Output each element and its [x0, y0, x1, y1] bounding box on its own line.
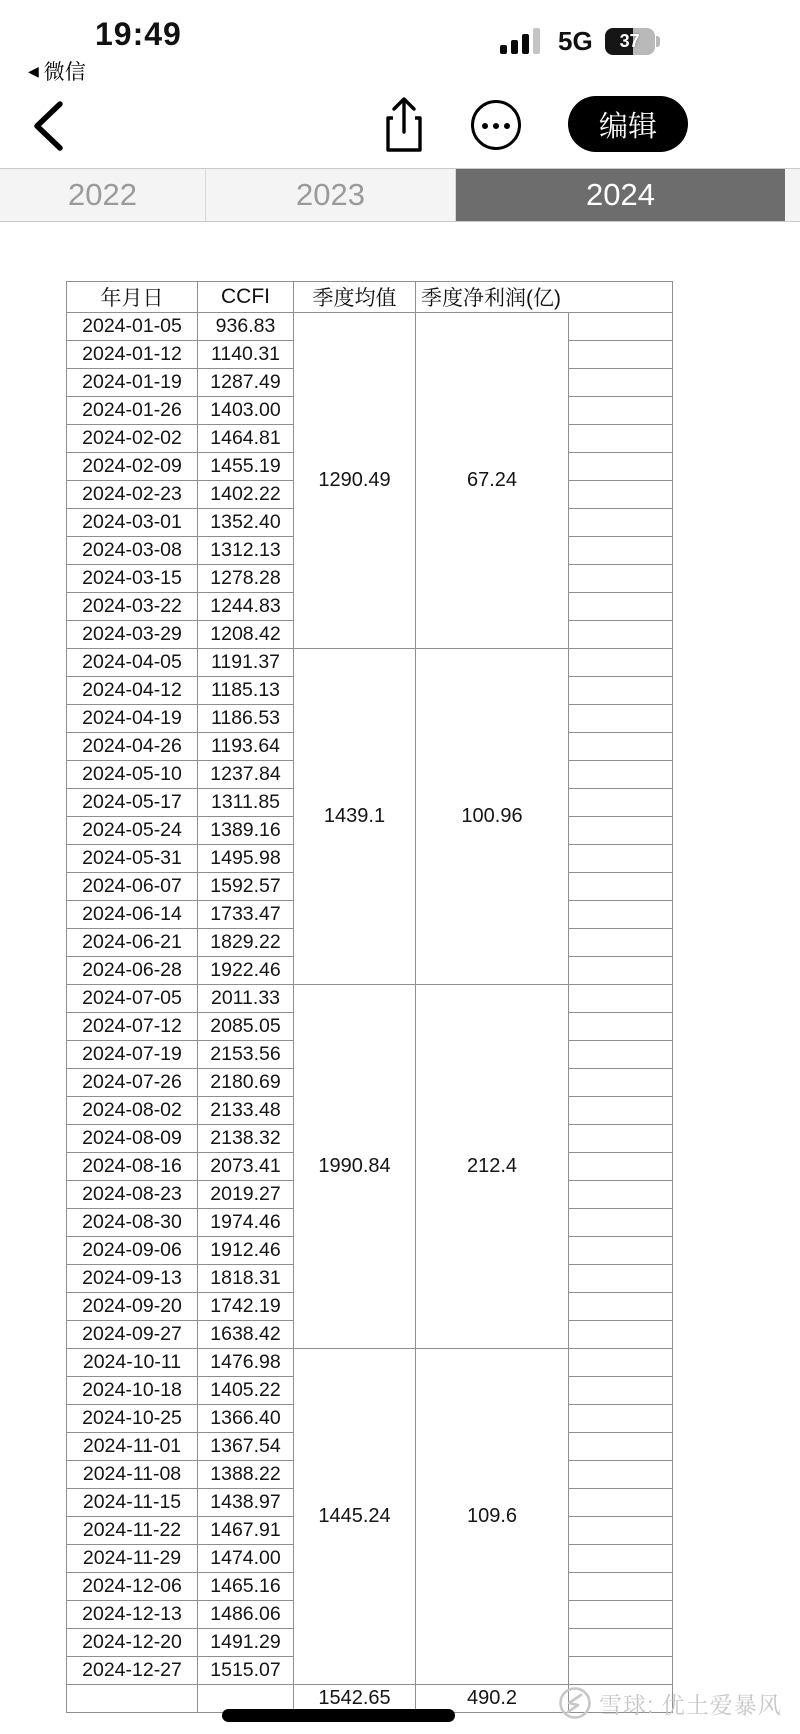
empty-cell[interactable] — [569, 1125, 673, 1153]
empty-cell[interactable] — [569, 509, 673, 537]
empty-cell[interactable] — [569, 1545, 673, 1573]
ccfi-cell[interactable]: 1389.16 — [198, 817, 294, 845]
date-cell[interactable]: 2024-09-20 — [67, 1293, 198, 1321]
table-row — [67, 1349, 673, 1377]
ccfi-cell[interactable]: 1467.91 — [198, 1517, 294, 1545]
empty-cell[interactable] — [569, 1433, 673, 1461]
empty-cell[interactable] — [569, 1293, 673, 1321]
back-to-app-link[interactable] — [28, 56, 86, 86]
empty-cell[interactable] — [569, 369, 673, 397]
empty-cell[interactable] — [569, 1517, 673, 1545]
ccfi-cell[interactable]: 1486.06 — [198, 1601, 294, 1629]
date-cell[interactable]: 2024-02-23 — [67, 481, 198, 509]
date-cell[interactable]: 2024-10-25 — [67, 1405, 198, 1433]
empty-cell[interactable] — [569, 1377, 673, 1405]
date-cell[interactable]: 2024-08-09 — [67, 1125, 198, 1153]
date-cell[interactable]: 2024-11-22 — [67, 1517, 198, 1545]
date-cell[interactable]: 2024-04-12 — [67, 677, 198, 705]
home-indicator[interactable] — [222, 1709, 455, 1722]
empty-cell[interactable] — [569, 761, 673, 789]
ccfi-cell[interactable]: 2153.56 — [198, 1041, 294, 1069]
ccfi-cell[interactable]: 2180.69 — [198, 1069, 294, 1097]
empty-cell[interactable] — [569, 1405, 673, 1433]
date-cell[interactable]: 2024-09-27 — [67, 1321, 198, 1349]
quarter-avg-cell[interactable]: 1990.84 — [294, 985, 416, 1349]
quarter-avg-cell[interactable]: 1439.1 — [294, 649, 416, 985]
empty-cell[interactable] — [569, 957, 673, 985]
edit-button[interactable]: 编辑 — [568, 96, 688, 152]
date-cell[interactable]: 2024-08-16 — [67, 1153, 198, 1181]
ccfi-cell[interactable]: 1829.22 — [198, 929, 294, 957]
ccfi-cell[interactable]: 1367.54 — [198, 1433, 294, 1461]
total-avg-cell[interactable]: 1542.65 — [294, 1685, 416, 1713]
empty-cell[interactable] — [569, 1629, 673, 1657]
empty-cell[interactable] — [569, 397, 673, 425]
tab-2023[interactable]: 2023 — [206, 169, 456, 221]
table-body — [67, 313, 673, 1713]
empty-cell[interactable] — [569, 1321, 673, 1349]
empty-cell[interactable] — [569, 1097, 673, 1125]
date-cell[interactable]: 2024-12-13 — [67, 1601, 198, 1629]
header-date[interactable]: 年月日 — [67, 282, 198, 313]
empty-cell[interactable] — [569, 705, 673, 733]
empty-cell[interactable] — [569, 985, 673, 1013]
ccfi-cell[interactable]: 1244.83 — [198, 593, 294, 621]
date-cell[interactable]: 2024-06-07 — [67, 873, 198, 901]
empty-cell[interactable] — [569, 901, 673, 929]
date-cell[interactable]: 2024-10-11 — [67, 1349, 198, 1377]
date-cell[interactable] — [67, 1685, 198, 1713]
date-cell[interactable]: 2024-01-05 — [67, 313, 198, 341]
empty-cell[interactable] — [569, 565, 673, 593]
empty-cell[interactable] — [569, 1041, 673, 1069]
date-cell[interactable]: 2024-11-08 — [67, 1461, 198, 1489]
date-cell[interactable]: 2024-10-18 — [67, 1377, 198, 1405]
ccfi-cell[interactable]: 1464.81 — [198, 425, 294, 453]
date-cell[interactable]: 2024-06-14 — [67, 901, 198, 929]
ccfi-cell[interactable]: 1818.31 — [198, 1265, 294, 1293]
empty-cell[interactable] — [569, 1573, 673, 1601]
ccfi-cell[interactable]: 1186.53 — [198, 705, 294, 733]
ccfi-cell[interactable]: 1140.31 — [198, 341, 294, 369]
watermark — [558, 1686, 782, 1720]
empty-cell[interactable] — [569, 649, 673, 677]
empty-cell[interactable] — [569, 313, 673, 341]
tab-bar-sliver — [785, 169, 800, 221]
date-cell[interactable]: 2024-03-29 — [67, 621, 198, 649]
ccfi-cell[interactable]: 1405.22 — [198, 1377, 294, 1405]
back-to-app-triangle-icon: ◀ — [28, 62, 39, 79]
ccfi-cell[interactable]: 1402.22 — [198, 481, 294, 509]
ccfi-cell[interactable]: 936.83 — [198, 313, 294, 341]
empty-cell[interactable] — [569, 425, 673, 453]
empty-cell[interactable] — [569, 341, 673, 369]
ccfi-cell[interactable]: 1191.37 — [198, 649, 294, 677]
empty-cell[interactable] — [569, 1657, 673, 1685]
date-cell[interactable]: 2024-09-13 — [67, 1265, 198, 1293]
table-row — [67, 985, 673, 1013]
date-cell[interactable]: 2024-08-23 — [67, 1181, 198, 1209]
date-cell[interactable]: 2024-08-30 — [67, 1209, 198, 1237]
status-right-cluster — [500, 26, 655, 57]
ccfi-cell[interactable]: 1403.00 — [198, 397, 294, 425]
quarter-avg-cell[interactable]: 1445.24 — [294, 1349, 416, 1685]
ccfi-cell[interactable]: 1515.07 — [198, 1657, 294, 1685]
date-cell[interactable]: 2024-01-19 — [67, 369, 198, 397]
ccfi-cell[interactable]: 1495.98 — [198, 845, 294, 873]
date-cell[interactable]: 2024-07-12 — [67, 1013, 198, 1041]
ccfi-cell[interactable]: 1912.46 — [198, 1237, 294, 1265]
tab-2022[interactable]: 2022 — [0, 169, 206, 221]
ccfi-cell[interactable]: 1491.29 — [198, 1629, 294, 1657]
ccfi-cell[interactable]: 1592.57 — [198, 873, 294, 901]
ccfi-cell[interactable]: 1278.28 — [198, 565, 294, 593]
empty-cell[interactable] — [569, 481, 673, 509]
date-cell[interactable]: 2024-11-29 — [67, 1545, 198, 1573]
date-cell[interactable]: 2024-11-15 — [67, 1489, 198, 1517]
empty-cell[interactable] — [569, 873, 673, 901]
battery-icon — [605, 28, 655, 55]
date-cell[interactable]: 2024-04-05 — [67, 649, 198, 677]
ccfi-cell[interactable]: 2011.33 — [198, 985, 294, 1013]
ccfi-cell[interactable]: 2133.48 — [198, 1097, 294, 1125]
date-cell[interactable]: 2024-01-26 — [67, 397, 198, 425]
watermark-text: 雪球: 优土爱暴风 — [599, 1691, 782, 1718]
date-cell[interactable]: 2024-12-20 — [67, 1629, 198, 1657]
ccfi-cell[interactable]: 1208.42 — [198, 621, 294, 649]
empty-cell[interactable] — [569, 929, 673, 957]
quarter-profit-cell[interactable]: 109.6 — [416, 1349, 569, 1685]
status-time: 19:49 — [95, 16, 182, 52]
ccfi-cell[interactable]: 1193.64 — [198, 733, 294, 761]
empty-cell[interactable] — [569, 1153, 673, 1181]
ccfi-cell[interactable]: 1366.40 — [198, 1405, 294, 1433]
header-quarter-avg[interactable]: 季度均值 — [294, 282, 416, 313]
empty-cell[interactable] — [569, 733, 673, 761]
header-ccfi[interactable]: CCFI — [198, 282, 294, 313]
date-cell[interactable]: 2024-05-24 — [67, 817, 198, 845]
date-cell[interactable]: 2024-09-06 — [67, 1237, 198, 1265]
date-cell[interactable]: 2024-02-02 — [67, 425, 198, 453]
ccfi-cell[interactable]: 1476.98 — [198, 1349, 294, 1377]
ccfi-cell[interactable]: 2019.27 — [198, 1181, 294, 1209]
ccfi-cell[interactable]: 1388.22 — [198, 1461, 294, 1489]
ccfi-cell[interactable]: 1185.13 — [198, 677, 294, 705]
empty-cell[interactable] — [569, 1237, 673, 1265]
date-cell[interactable]: 2024-04-26 — [67, 733, 198, 761]
ccfi-table — [66, 281, 673, 1713]
empty-cell[interactable] — [569, 621, 673, 649]
empty-cell[interactable] — [569, 1461, 673, 1489]
ccfi-cell[interactable]: 1465.16 — [198, 1573, 294, 1601]
xueqiu-logo-icon — [558, 1686, 592, 1720]
date-cell[interactable]: 2024-07-26 — [67, 1069, 198, 1097]
date-cell[interactable]: 2024-05-10 — [67, 761, 198, 789]
ccfi-cell[interactable]: 1474.00 — [198, 1545, 294, 1573]
date-cell[interactable]: 2024-12-27 — [67, 1657, 198, 1685]
ccfi-cell[interactable]: 1237.84 — [198, 761, 294, 789]
ccfi-cell[interactable]: 2138.32 — [198, 1125, 294, 1153]
date-cell[interactable]: 2024-12-06 — [67, 1573, 198, 1601]
ccfi-cell[interactable]: 1974.46 — [198, 1209, 294, 1237]
date-cell[interactable]: 2024-05-31 — [67, 845, 198, 873]
empty-cell[interactable] — [569, 1265, 673, 1293]
ccfi-cell[interactable]: 1733.47 — [198, 901, 294, 929]
ccfi-cell[interactable]: 1922.46 — [198, 957, 294, 985]
empty-cell[interactable] — [569, 677, 673, 705]
date-cell[interactable]: 2024-02-09 — [67, 453, 198, 481]
ccfi-cell[interactable]: 1312.13 — [198, 537, 294, 565]
more-options-icon[interactable] — [471, 100, 521, 150]
date-cell[interactable]: 2024-05-17 — [67, 789, 198, 817]
empty-cell[interactable] — [569, 789, 673, 817]
ccfi-cell[interactable]: 1438.97 — [198, 1489, 294, 1517]
quarter-profit-cell[interactable]: 100.96 — [416, 649, 569, 985]
empty-cell[interactable] — [569, 1209, 673, 1237]
empty-cell[interactable] — [569, 817, 673, 845]
date-cell[interactable]: 2024-03-15 — [67, 565, 198, 593]
date-cell[interactable]: 2024-07-05 — [67, 985, 198, 1013]
quarter-avg-cell[interactable]: 1290.49 — [294, 313, 416, 649]
ccfi-cell[interactable]: 1287.49 — [198, 369, 294, 397]
back-chevron-icon[interactable] — [27, 98, 67, 154]
back-to-app-label: 微信 — [43, 61, 86, 84]
ccfi-cell[interactable]: 1455.19 — [198, 453, 294, 481]
date-cell[interactable]: 2024-06-21 — [67, 929, 198, 957]
date-cell[interactable]: 2024-03-01 — [67, 509, 198, 537]
table-row — [67, 649, 673, 677]
quarter-profit-cell[interactable]: 67.24 — [416, 313, 569, 649]
quarter-profit-cell[interactable]: 212.4 — [416, 985, 569, 1349]
header-quarter-profit[interactable]: 季度净利润(亿) — [416, 282, 673, 313]
total-profit-cell[interactable]: 490.2 — [416, 1685, 569, 1713]
date-cell[interactable]: 2024-08-02 — [67, 1097, 198, 1125]
cellular-signal-icon — [500, 28, 546, 55]
ccfi-cell[interactable]: 1742.19 — [198, 1293, 294, 1321]
date-cell[interactable]: 2024-01-12 — [67, 341, 198, 369]
date-cell[interactable]: 2024-03-08 — [67, 537, 198, 565]
table-header-row — [67, 282, 673, 313]
nav-bar — [0, 96, 800, 158]
empty-cell[interactable] — [569, 593, 673, 621]
date-cell[interactable]: 2024-04-19 — [67, 705, 198, 733]
ccfi-cell[interactable]: 1638.42 — [198, 1321, 294, 1349]
empty-cell[interactable] — [569, 537, 673, 565]
empty-cell[interactable] — [569, 1181, 673, 1209]
network-type-label: 5G — [558, 26, 593, 56]
year-tab-bar — [0, 168, 800, 222]
tab-2024[interactable]: 2024 — [456, 169, 785, 221]
empty-cell[interactable] — [569, 845, 673, 873]
ccfi-cell[interactable]: 2073.41 — [198, 1153, 294, 1181]
date-cell[interactable]: 2024-06-28 — [67, 957, 198, 985]
ccfi-cell[interactable]: 1311.85 — [198, 789, 294, 817]
empty-cell[interactable] — [569, 453, 673, 481]
empty-cell[interactable] — [569, 1601, 673, 1629]
table-row — [67, 313, 673, 341]
empty-cell[interactable] — [569, 1013, 673, 1041]
date-cell[interactable]: 2024-11-01 — [67, 1433, 198, 1461]
date-cell[interactable]: 2024-03-22 — [67, 593, 198, 621]
empty-cell[interactable] — [569, 1349, 673, 1377]
battery-percent: 37 — [619, 31, 640, 51]
empty-cell[interactable] — [569, 1489, 673, 1517]
empty-cell[interactable] — [569, 1069, 673, 1097]
ccfi-cell[interactable]: 2085.05 — [198, 1013, 294, 1041]
date-cell[interactable]: 2024-07-19 — [67, 1041, 198, 1069]
share-icon[interactable] — [383, 96, 425, 154]
ccfi-cell[interactable]: 1352.40 — [198, 509, 294, 537]
